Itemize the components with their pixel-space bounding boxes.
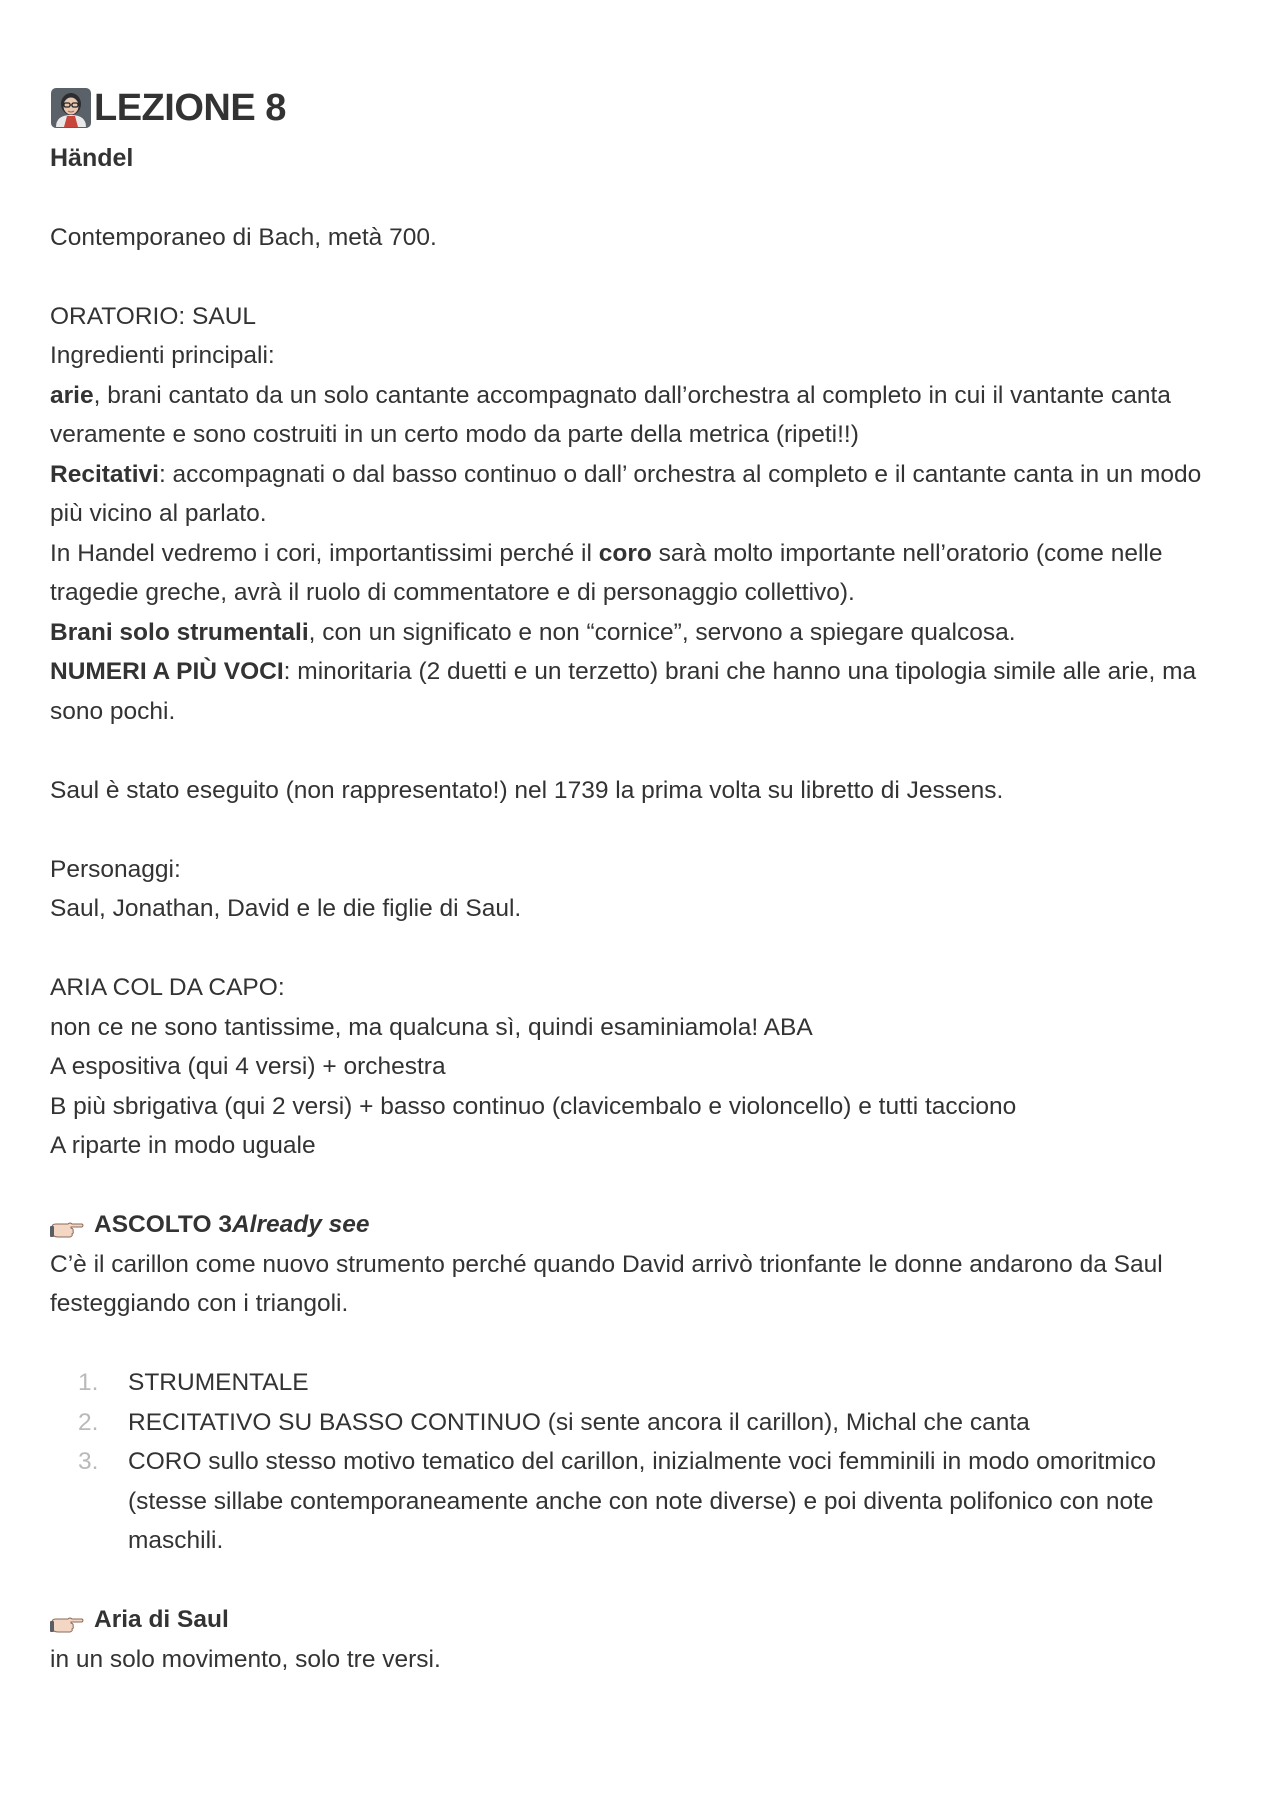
blank-line bbox=[50, 1561, 1240, 1601]
blank-line bbox=[50, 929, 1240, 969]
ingredienti-label: Ingredienti principali: bbox=[50, 342, 275, 369]
list-number: 2. bbox=[78, 1408, 99, 1436]
numeri-bold: NUMERI A PIÙ VOCI bbox=[50, 658, 284, 685]
pointing-hand-icon bbox=[50, 1214, 84, 1236]
aria-line: B più sbrigativa (qui 2 versi) + basso continuo (clavicembalo e violoncello) e tutti tacciono bbox=[50, 1092, 1017, 1120]
arie-text: , brani cantato da un solo cantante accompagnato dall’orchestra al completo in cui il vantante canta veramente e sono costruiti in un certo modo da parte della metrica (ripeti!!) bbox=[50, 381, 1171, 448]
aria-di-saul-text: in un solo movimento, solo tre versi. bbox=[50, 1645, 441, 1673]
list-item bbox=[78, 1363, 1240, 1403]
list-number: 3. bbox=[78, 1448, 99, 1475]
ascolto-text: C’è il carillon come nuovo strumento perché quando David arrivò trionfante le donne andarono da Saul festeggiando con i triangoli. bbox=[50, 1250, 1163, 1317]
list-item-text: STRUMENTALE bbox=[128, 1369, 309, 1396]
recitativi-bold: Recitativi bbox=[50, 460, 159, 488]
blank-line bbox=[50, 1324, 1240, 1364]
blank-line bbox=[50, 178, 1240, 218]
blank-line bbox=[50, 810, 1240, 850]
cori-text: sarà molto importante nell’oratorio (come nelle tragedie greche, avrà il ruolo di commentatore e di personaggio collettivo). bbox=[50, 539, 1163, 606]
paragraph-cori bbox=[50, 534, 1240, 613]
brani-text: , con un significato e non “cornice”, servono a spiegare qualcosa. bbox=[308, 618, 1016, 646]
numbered-list bbox=[50, 1363, 1240, 1561]
pointing-hand-icon bbox=[50, 1609, 84, 1631]
coro-bold: coro bbox=[598, 539, 652, 567]
woman-with-glasses-icon bbox=[50, 87, 92, 129]
aria-line: A riparte in modo uguale bbox=[50, 1132, 316, 1159]
blank-line bbox=[50, 731, 1240, 771]
ascolto-label: ASCOLTO 3 bbox=[94, 1211, 232, 1238]
blank-line bbox=[50, 257, 1240, 297]
aria-col-da-capo-label: ARIA COL DA CAPO: bbox=[50, 974, 285, 1001]
list-item bbox=[78, 1403, 1240, 1443]
aria-line: A espositiva (qui 4 versi) + orchestra bbox=[50, 1053, 446, 1080]
list-item-text: CORO sullo stesso motivo tematico del carillon, inizialmente voci femminili in modo omoritmico (stesse sillabe contemporaneamente anche con note diverse) e poi diventa polifonico con note maschili. bbox=[128, 1448, 1156, 1554]
list-number: 1. bbox=[78, 1369, 99, 1396]
ascolto-heading bbox=[50, 1205, 1240, 1245]
paragraph-saul-eseguito: Saul è stato eseguito (non rappresentato!) nel 1739 la prima volta su libretto di Jessens. bbox=[50, 776, 1004, 804]
brani-bold: Brani solo strumentali bbox=[50, 618, 309, 646]
title-row bbox=[50, 82, 1240, 134]
paragraph-recitativi bbox=[50, 455, 1240, 534]
page-subtitle: Händel bbox=[50, 144, 134, 172]
aria-di-saul-label: Aria di Saul bbox=[94, 1606, 229, 1633]
paragraph-contemporaneo: Contemporaneo di Bach, metà 700. bbox=[50, 223, 437, 251]
list-item bbox=[78, 1442, 1240, 1561]
personaggi-list: Saul, Jonathan, David e le die figlie di Saul. bbox=[50, 895, 522, 922]
list-item-text: RECITATIVO SU BASSO CONTINUO (si sente ancora il carillon), Michal che canta bbox=[128, 1408, 1030, 1436]
paragraph-brani bbox=[50, 613, 1240, 653]
paragraph-numeri bbox=[50, 652, 1240, 731]
personaggi-label: Personaggi: bbox=[50, 855, 181, 883]
cori-pre: In Handel vedremo i cori, importantissimi perché il bbox=[50, 539, 599, 567]
aria-line: non ce ne sono tantissime, ma qualcuna sì, quindi esaminiamola! ABA bbox=[50, 1013, 813, 1041]
numeri-text: : minoritaria (2 duetti e un terzetto) brani che hanno una tipologia simile alle arie, ma sono pochi. bbox=[50, 658, 1197, 725]
ascolto-italic: Already see bbox=[231, 1211, 370, 1238]
blank-line bbox=[50, 1166, 1240, 1206]
paragraph-arie bbox=[50, 376, 1240, 455]
page-title: LEZIONE 8 bbox=[94, 86, 286, 129]
oratorio-label: ORATORIO: SAUL bbox=[50, 302, 257, 330]
recitativi-text: : accompagnati o dal basso continuo o dall’ orchestra al completo e il cantante canta in un modo più vicino al parlato. bbox=[50, 460, 1202, 527]
arie-bold: arie bbox=[50, 381, 94, 409]
aria-di-saul-heading bbox=[50, 1600, 1240, 1640]
